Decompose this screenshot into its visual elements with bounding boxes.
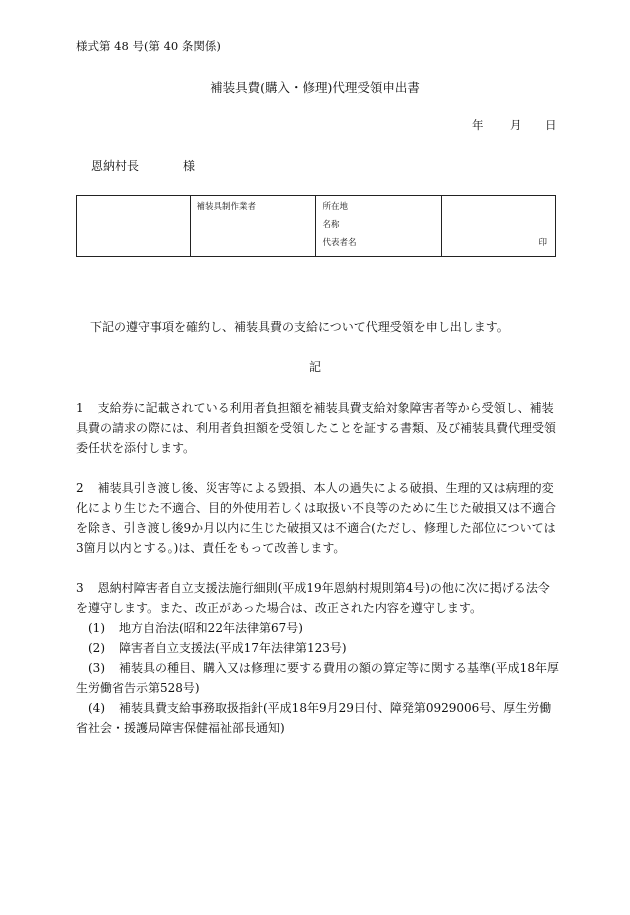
law-number: (2) — [88, 641, 105, 655]
item-3 — [76, 578, 561, 738]
item-number: 1 — [76, 401, 84, 415]
intro-text: 下記の遵守事項を確約し、補装具費の支給について代理受領を申し出します。 — [90, 320, 509, 334]
date-day-label: 日 — [545, 118, 557, 132]
law-item-3 — [76, 658, 561, 698]
law-item-1 — [76, 618, 561, 638]
item-text: 恩納村障害者自立支援法施行細則(平成19年恩納村規則第4号)の他に次に掲げる法令を遵守します。また、改正があった場合は、改正された内容を遵守します。 — [76, 581, 550, 615]
maker-label-cell — [190, 196, 316, 257]
addressee-honorific: 様 — [183, 159, 196, 173]
law-text: 補装具費支給事務取扱指針(平成18年9月29日付、障発第0929006号、厚生労働省社会・援護局障害保健福祉部長通知) — [76, 701, 552, 735]
item-number: 3 — [76, 581, 84, 595]
maker-fields-cell — [316, 196, 442, 257]
field-representative-label: 代表者名 — [322, 238, 357, 248]
maker-label: 補装具制作業者 — [196, 202, 257, 212]
item-1 — [76, 398, 561, 458]
law-number: (3) — [88, 661, 105, 675]
seal-mark: 印 — [538, 238, 547, 248]
field-name-label: 名称 — [322, 220, 340, 230]
ki-heading: 記 — [308, 360, 321, 374]
law-text: 補装具の種目、購入又は修理に要する費用の額の算定等に関する基準(平成18年厚生労働省告示第528号) — [76, 661, 559, 695]
item-number: 2 — [76, 481, 84, 495]
item-text: 補装具引き渡し後、災害等による毀損、本人の過失による破損、生理的又は病理的変化により生じた不適合、目的外使用若しくは取扱い不良等のために生じた破損又は不適合を除き、引き渡し後9か月以内に生じた破損又は不適合(ただし、修理した部位については3箇月以内とする。)は、責任をもって改善します。 — [76, 481, 557, 555]
law-number: (4) — [88, 701, 105, 715]
form-number: 様式第 48 号(第 40 条関係) — [76, 39, 221, 53]
date-month-label: 月 — [510, 118, 522, 132]
addressee — [91, 157, 195, 174]
maker-table — [76, 195, 556, 257]
item-text: 支給券に記載されている利用者負担額を補装具費支給対象障害者等から受領し、補装具費の請求の際には、利用者負担額を受領したことを証する書類、及び補装具費代理受領委任状を添付します。 — [76, 401, 557, 455]
maker-blank-cell — [77, 196, 191, 257]
field-address-label: 所在地 — [322, 202, 348, 212]
law-text: 障害者自立支援法(平成17年法律第123号) — [119, 641, 347, 655]
item-2 — [76, 478, 561, 558]
date-year-label: 年 — [472, 118, 484, 132]
law-text: 地方自治法(昭和22年法律第67号) — [119, 621, 303, 635]
document-title: 補装具費(購入・修理)代理受領申出書 — [210, 80, 420, 95]
law-item-4 — [76, 698, 561, 738]
maker-value-cell — [442, 196, 556, 257]
addressee-name: 恩納村長 — [91, 159, 140, 173]
law-number: (1) — [88, 621, 105, 635]
law-item-2 — [76, 638, 561, 658]
